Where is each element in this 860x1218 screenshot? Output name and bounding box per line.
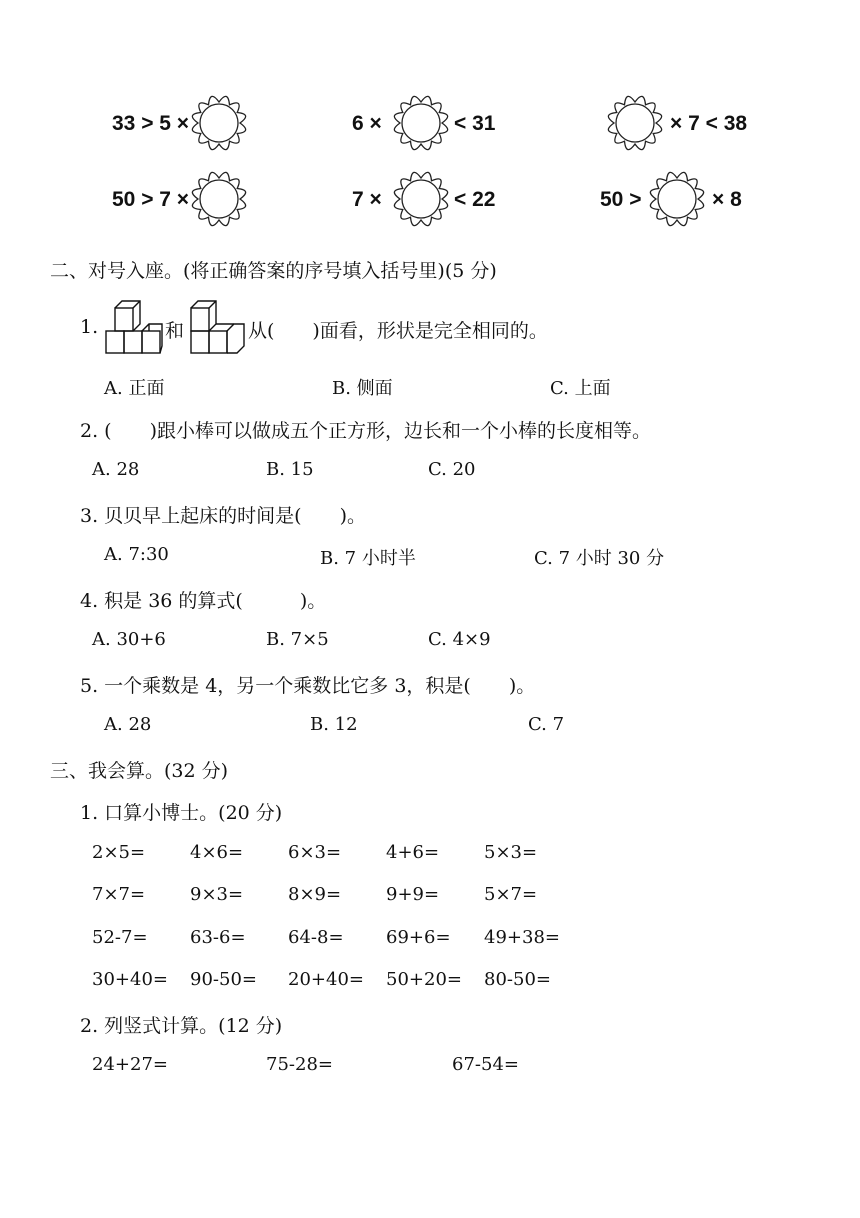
flower-blank-3[interactable] bbox=[602, 90, 668, 156]
flower-outline-icon bbox=[602, 90, 668, 156]
oral-r4-c1[interactable]: 30+40= bbox=[92, 969, 168, 990]
flower-problem-5-right: < 22 bbox=[454, 188, 496, 211]
flower-problem-6-left: 50 > bbox=[600, 188, 642, 211]
q2-option-a[interactable]: A. 28 bbox=[92, 459, 140, 480]
q1-number: 1. bbox=[80, 316, 99, 338]
section3-sub1: 1. 口算小博士。(20 分) bbox=[80, 802, 283, 824]
flower-outline-icon bbox=[186, 166, 252, 232]
q5-text: 5. 一个乘数是 4，另一个乘数比它多 3，积是( )。 bbox=[80, 675, 536, 697]
section3-title: 三、我会算。(32 分) bbox=[50, 760, 229, 782]
q4-option-c[interactable]: C. 4×9 bbox=[428, 629, 491, 650]
flower-blank-1[interactable] bbox=[186, 90, 252, 156]
oral-r4-c3[interactable]: 20+40= bbox=[288, 969, 364, 990]
vertical-calc-3[interactable]: 67-54= bbox=[452, 1054, 519, 1075]
q1-option-a[interactable]: A. 正面 bbox=[104, 378, 165, 399]
oral-r2-c5[interactable]: 5×7= bbox=[484, 884, 538, 905]
q5-option-c[interactable]: C. 7 bbox=[528, 714, 565, 735]
q1-text: 从( )面看，形状是完全相同的。 bbox=[248, 320, 548, 342]
oral-r1-c5[interactable]: 5×3= bbox=[484, 842, 538, 863]
oral-r2-c2[interactable]: 9×3= bbox=[190, 884, 244, 905]
flower-problem-4-left: 50 > 7 × bbox=[112, 188, 190, 211]
oral-r3-c2[interactable]: 63-6= bbox=[190, 927, 246, 948]
flower-problem-6-right: × 8 bbox=[712, 188, 742, 211]
q3-option-b[interactable]: B. 7 小时半 bbox=[320, 548, 416, 569]
oral-r4-c2[interactable]: 90-50= bbox=[190, 969, 257, 990]
flower-outline-icon bbox=[644, 166, 710, 232]
q2-text: 2. ( )跟小棒可以做成五个正方形，边长和一个小棒的长度相等。 bbox=[80, 420, 651, 442]
q4-text: 4. 积是 36 的算式( )。 bbox=[80, 590, 327, 612]
oral-r3-c3[interactable]: 64-8= bbox=[288, 927, 344, 948]
q3-text: 3. 贝贝早上起床的时间是( )。 bbox=[80, 505, 366, 527]
flower-problem-2-left: 6 × bbox=[352, 112, 382, 135]
q4-option-a[interactable]: A. 30+6 bbox=[92, 629, 166, 650]
q5-option-b[interactable]: B. 12 bbox=[310, 714, 358, 735]
flower-problem-3-right: × 7 < 38 bbox=[670, 112, 748, 135]
flower-outline-icon bbox=[388, 90, 454, 156]
section2-title: 二、对号入座。(将正确答案的序号填入括号里)(5 分) bbox=[50, 260, 497, 282]
flower-blank-2[interactable] bbox=[388, 90, 454, 156]
oral-r1-c4[interactable]: 4+6= bbox=[386, 842, 440, 863]
q2-option-c[interactable]: C. 20 bbox=[428, 459, 476, 480]
flower-blank-4[interactable] bbox=[186, 166, 252, 232]
q1-option-b[interactable]: B. 侧面 bbox=[332, 378, 393, 399]
q3-option-a[interactable]: A. 7:30 bbox=[104, 544, 169, 565]
q1-mid: 和 bbox=[165, 320, 185, 342]
flower-blank-6[interactable] bbox=[644, 166, 710, 232]
flower-problem-5-left: 7 × bbox=[352, 188, 382, 211]
vertical-calc-2[interactable]: 75-28= bbox=[266, 1054, 333, 1075]
oral-r1-c1[interactable]: 2×5= bbox=[92, 842, 146, 863]
oral-r2-c4[interactable]: 9+9= bbox=[386, 884, 440, 905]
q5-option-a[interactable]: A. 28 bbox=[104, 714, 152, 735]
q3-option-c[interactable]: C. 7 小时 30 分 bbox=[534, 548, 665, 569]
section3-sub2: 2. 列竖式计算。(12 分) bbox=[80, 1015, 283, 1037]
q4-option-b[interactable]: B. 7×5 bbox=[266, 629, 329, 650]
q2-option-b[interactable]: B. 15 bbox=[266, 459, 314, 480]
cube-figure-1-icon bbox=[105, 300, 163, 354]
oral-r4-c5[interactable]: 80-50= bbox=[484, 969, 551, 990]
oral-r1-c3[interactable]: 6×3= bbox=[288, 842, 342, 863]
q1-option-c[interactable]: C. 上面 bbox=[550, 378, 611, 399]
vertical-calc-1[interactable]: 24+27= bbox=[92, 1054, 168, 1075]
oral-r2-c1[interactable]: 7×7= bbox=[92, 884, 146, 905]
oral-r3-c1[interactable]: 52-7= bbox=[92, 927, 148, 948]
flower-problem-2-right: < 31 bbox=[454, 112, 496, 135]
oral-r4-c4[interactable]: 50+20= bbox=[386, 969, 462, 990]
oral-r3-c5[interactable]: 49+38= bbox=[484, 927, 560, 948]
flower-blank-5[interactable] bbox=[388, 166, 454, 232]
flower-outline-icon bbox=[388, 166, 454, 232]
oral-r2-c3[interactable]: 8×9= bbox=[288, 884, 342, 905]
flower-problem-1-left: 33 > 5 × bbox=[112, 112, 190, 135]
oral-r1-c2[interactable]: 4×6= bbox=[190, 842, 244, 863]
oral-r3-c4[interactable]: 69+6= bbox=[386, 927, 451, 948]
flower-outline-icon bbox=[186, 90, 252, 156]
cube-figure-2-icon bbox=[186, 300, 246, 354]
